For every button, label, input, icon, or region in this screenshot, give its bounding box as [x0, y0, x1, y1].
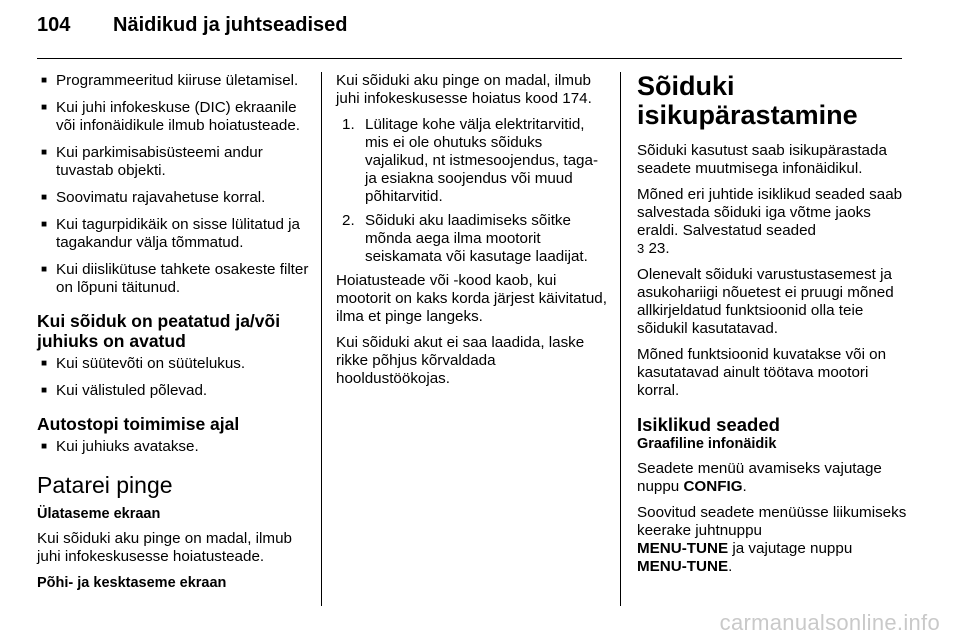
- paragraph: Kui sõiduki akut ei saa laadida, laske rikke põhjus kõrvaldada hooldustöökojas.: [336, 334, 585, 387]
- paragraph: Sõiduki kasutust saab isikupärastada seadete muutmisega infonäidikul.: [637, 142, 887, 177]
- section-heading-autostop: Autostopi toimimise ajal: [37, 414, 240, 434]
- page-header: [37, 14, 348, 44]
- paragraph-text: Mõned eri juhtide isiklikud seaded saab salvestada sõiduki iga võtme jaoks eraldi. Salvestatud seaded: [637, 186, 903, 239]
- list-item: ■ Programmeeritud kiiruse ületamisel.: [37, 72, 309, 90]
- subheading-upper-display: Ülataseme ekraan: [37, 506, 161, 522]
- paragraph: [637, 504, 909, 576]
- subheading-graphic-display: Graafiline infonäidik: [637, 436, 777, 452]
- paragraph-text: ja vajutage nuppu: [732, 540, 853, 557]
- list-item: ■ Kui tagurpidikäik on sisse lülitatud ja tagakandur välja tõmmatud.: [37, 216, 309, 252]
- paragraph: [637, 186, 909, 258]
- step-number: 2.: [342, 212, 355, 229]
- list-item: ■ Soovimatu rajavahetuse korral.: [37, 189, 309, 207]
- list-item: ■ Kui juhi infokeskuse (DIC) ekraanile või infonäidikule ilmub hoiatusteade.: [37, 99, 309, 135]
- column-3: [637, 72, 909, 584]
- paragraph: [637, 460, 909, 496]
- punctuation: .: [728, 558, 733, 575]
- page-number: 104: [37, 14, 71, 36]
- punctuation: .: [742, 478, 747, 495]
- paragraph: Hoiatusteade või -kood kaob, kui mootorit on kaks korda järjest käivitatud, ilma et pinge langeks.: [336, 272, 607, 325]
- watermark: carmanualsonline.info: [719, 610, 940, 635]
- page-reference-icon: 3: [637, 241, 645, 256]
- section-heading-battery: Patarei pinge: [37, 472, 173, 498]
- button-name-menu-tune: MENU-TUNE: [637, 558, 729, 575]
- paragraph: Kui sõiduki aku pinge on madal, ilmub juhi infokeskusesse hoiatus kood 174.: [336, 72, 592, 107]
- page-reference[interactable]: 23.: [648, 240, 670, 257]
- paragraph: Kui sõiduki aku pinge on madal, ilmub juhi infokeskusesse hoiatusteade.: [37, 530, 292, 565]
- section-heading-personal-settings: Isiklikud seaded: [637, 414, 780, 435]
- numbered-item: [336, 116, 608, 206]
- column-2: [336, 72, 608, 396]
- numbered-item: [336, 212, 608, 266]
- paragraph: Mõned funktsioonid kuvatakse või on kasutatavad ainult töötava mootori korral.: [637, 346, 887, 399]
- page-title: Näidikud ja juhtseadised: [113, 14, 348, 36]
- list-item: ■ Kui välistuled põlevad.: [37, 382, 309, 400]
- list-item: ■ Kui juhiuks avatakse.: [37, 438, 309, 456]
- column-1: [37, 72, 309, 599]
- subheading-base-display: Põhi- ja kesktaseme ekraan: [37, 575, 227, 591]
- step-text: Sõiduki aku laadimiseks sõitke mõnda aega ilma mootorit seiskamata või kasutage laadijat.: [365, 212, 588, 265]
- column-divider-1: [321, 72, 322, 606]
- list-item: ■ Kui diislikütuse tahkete osakeste filter on lõpuni täitunud.: [37, 261, 309, 297]
- header-rule: [37, 58, 902, 59]
- list-item: ■ Kui parkimisabisüsteemi andur tuvastab objekti.: [37, 144, 309, 180]
- button-name-config: CONFIG: [683, 478, 743, 495]
- step-text: Lülitage kohe välja elektritarvitid, mis ei ole ohutuks sõiduks vajalikud, nt istmesoojendus, taga- ja esiakna soojendus või muud põhitarvitid.: [365, 116, 599, 205]
- list-item: ■ Kui süütevõti on süütelukus.: [37, 355, 309, 373]
- button-name-menu-tune: MENU-TUNE: [637, 540, 729, 557]
- section-heading-parked: Kui sõiduk on peatatud ja/või juhiuks on avatud: [37, 311, 281, 351]
- paragraph-text: Soovitud seadete menüüsse liikumiseks keerake juhtnuppu: [637, 504, 907, 539]
- section-heading-personalization: Sõiduki isikupärastamine: [637, 71, 858, 130]
- paragraph-text: Seadete menüü avamiseks vajutage nuppu: [637, 460, 882, 495]
- column-divider-2: [620, 72, 621, 606]
- step-number: 1.: [342, 116, 355, 133]
- paragraph: Olenevalt sõiduki varustustasemest ja asukohariigi nõuetest ei pruugi mõned allkirjeldatud funktsioonid olla teie sõidukil kasutatavad.: [637, 266, 894, 337]
